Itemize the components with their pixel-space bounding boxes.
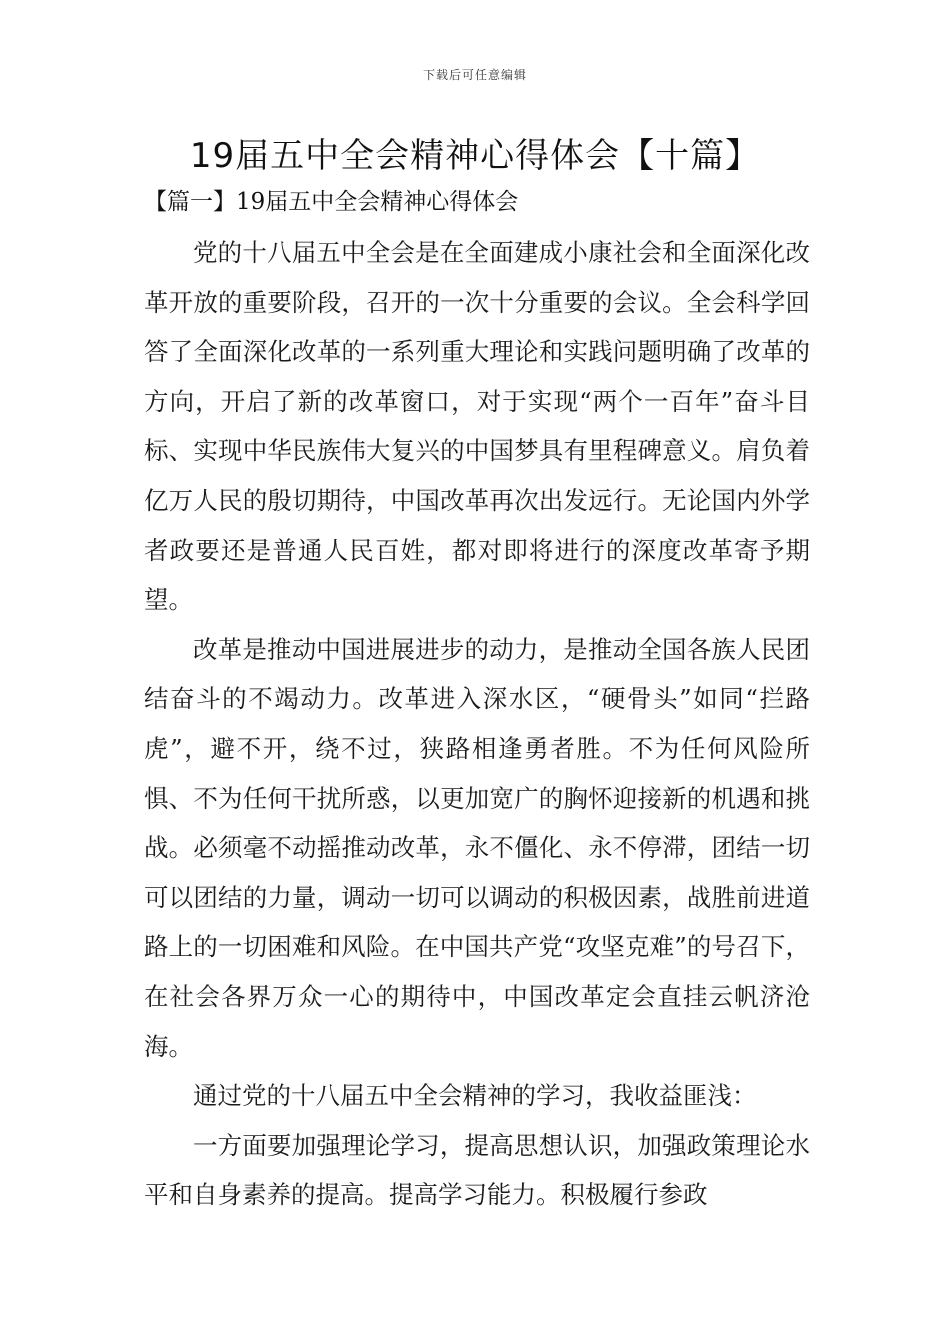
paragraph: 改革是推动中国进展进步的动力，是推动全国各族人民团结奋斗的不竭动力。改革进入深水区，“硬骨头”如同“拦路虎”，避不开，绕不过，狭路相逢勇者胜。不为任何风险所惧、不为任何干扰所惑，以更加宽广的胸怀迎接新的机遇和挑战。必须毫不动摇推动改革，永不僵化、永不停滞，团结一切可以团结的力量，调动一切可以调动的积极因素，战胜前进道路上的一切困难和风险。在中国共产党“攻坚克难”的号召下，在社会各界万众一心的期待中，中国改革定会直挂云帆济沧海。 bbox=[144, 634, 810, 1061]
paragraph: 通过党的十八届五中全会精神的学习，我收益匪浅： bbox=[193, 1081, 757, 1111]
page-title: 19届五中全会精神心得体会【十篇】 bbox=[189, 136, 761, 176]
header-note: 下载后可任意编辑 bbox=[422, 68, 527, 82]
paragraph: 党的十八届五中全会是在全面建成小康社会和全面深化改革开放的重要阶段，召开的一次十分重要的会议。全会科学回答了全面深化改革的一系列重大理论和实践问题明确了改革的方向，开启了新的改革窗口，对于实现“两个一百年”奋斗目标、实现中华民族伟大复兴的中国梦具有里程碑意义。肩负着亿万人民的殷切期待，中国改革再次出发远行。无论国内外学者政要还是普通人民百姓，都对即将进行的深度改革寄予期望。 bbox=[144, 238, 810, 615]
body-text bbox=[144, 228, 810, 1220]
section-heading: 【篇一】19届五中全会精神心得体会 bbox=[144, 189, 519, 215]
paragraph: 一方面要加强理论学习，提高思想认识，加强政策理论水平和自身素养的提高。提高学习能力。积极履行参政 bbox=[144, 1130, 810, 1210]
